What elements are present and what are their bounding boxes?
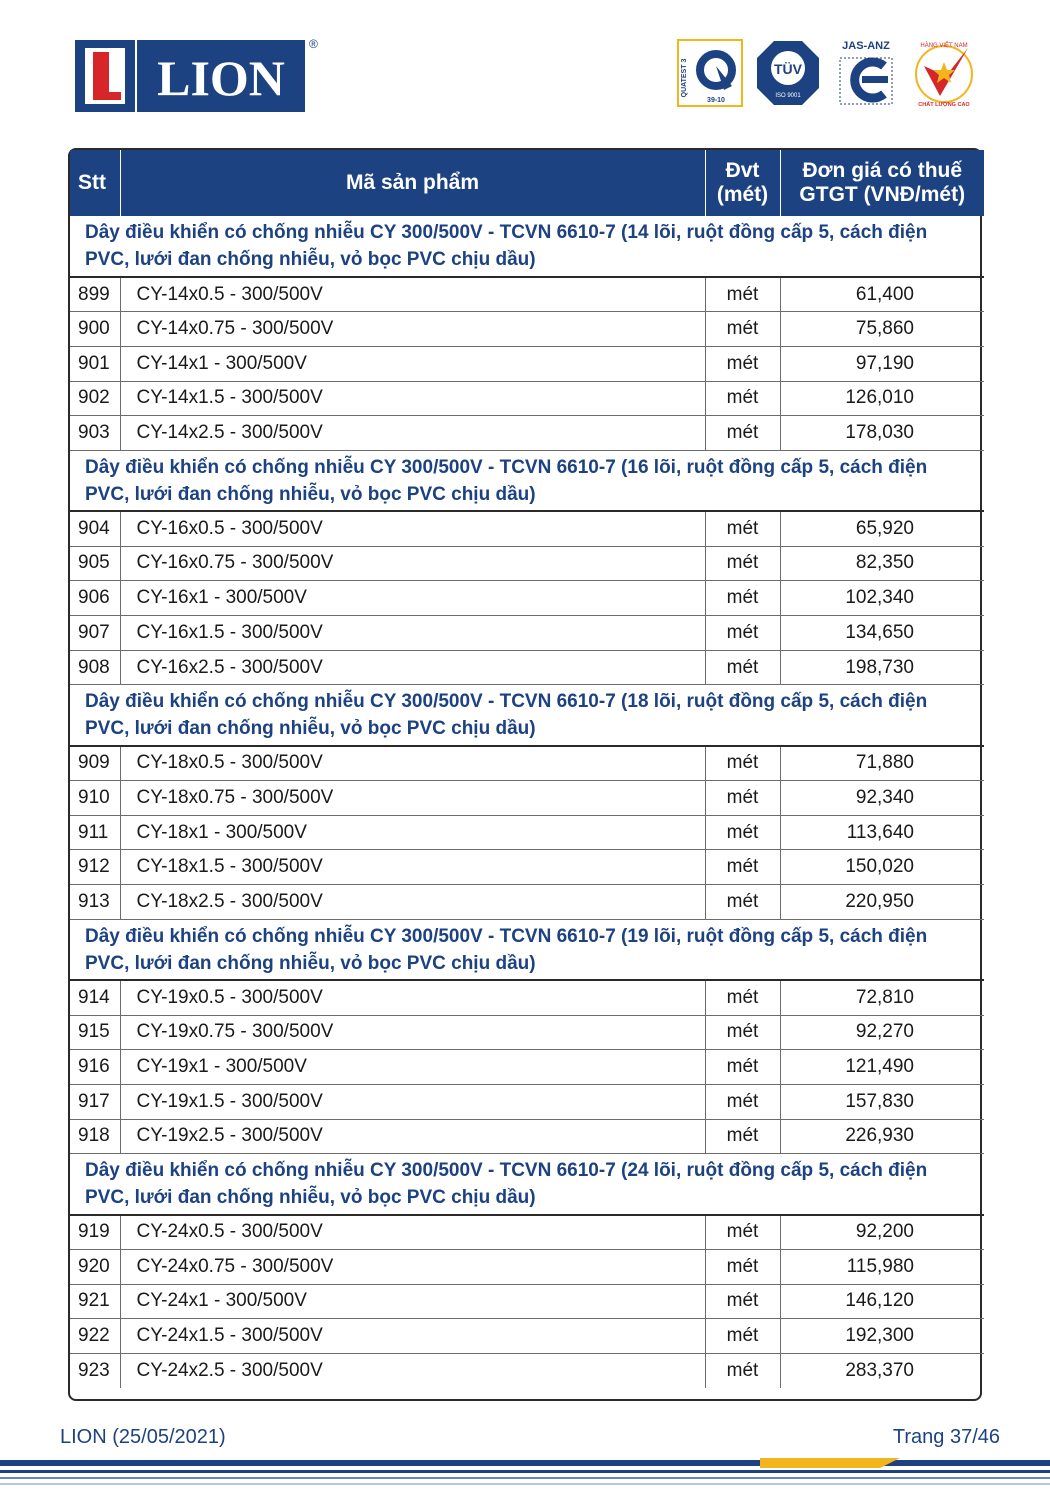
row-product-code: CY-16x1 - 300/500V — [120, 581, 705, 616]
group-title: Dây điều khiển có chống nhiễu CY 300/500V - TCVN 6610-7 (18 lõi, ruột đồng cấp 5, cách điện PVC, lưới đan chống nhiễu, vỏ bọc PVC chịu dầu) — [70, 685, 984, 746]
row-product-code: CY-24x1.5 - 300/500V — [120, 1319, 705, 1354]
row-price: 75,860 — [780, 312, 984, 347]
table-row — [70, 616, 984, 651]
row-price: 283,370 — [845, 1360, 914, 1382]
row-price: 82,350 — [780, 546, 984, 581]
row-stt: 902 — [70, 381, 120, 416]
table-row — [70, 277, 984, 312]
row-unit: mét — [705, 1215, 780, 1250]
group-header-row — [70, 685, 984, 746]
lion-logo — [75, 37, 318, 114]
row-stt: 906 — [70, 581, 120, 616]
row-unit: mét — [705, 546, 780, 581]
row-product-code: CY-14x0.5 - 300/500V — [120, 277, 705, 312]
row-price: 220,950 — [780, 885, 984, 920]
row-product-code: CY-18x1.5 - 300/500V — [120, 850, 705, 885]
svg-text:QUATEST 3: QUATEST 3 — [681, 58, 688, 98]
group-title: Dây điều khiển có chống nhiễu CY 300/500V - TCVN 6610-7 (24 lõi, ruột đồng cấp 5, cách điện PVC, lưới đan chống nhiễu, vỏ bọc PVC chịu dầu) — [70, 1154, 984, 1215]
row-stt: 913 — [70, 885, 120, 920]
row-stt: 908 — [70, 650, 120, 685]
row-price: 61,400 — [780, 277, 984, 312]
row-product-code: CY-16x0.75 - 300/500V — [120, 546, 705, 581]
row-unit: mét — [705, 511, 780, 546]
svg-text:39-10: 39-10 — [707, 97, 725, 104]
row-stt: 901 — [70, 346, 120, 381]
svg-text:JAS-ANZ: JAS-ANZ — [842, 40, 890, 52]
row-stt: 904 — [70, 511, 120, 546]
table-row — [70, 1215, 984, 1250]
row-price: 71,880 — [780, 746, 984, 781]
group-header-row — [70, 450, 984, 511]
table-row — [70, 511, 984, 546]
row-unit: mét — [705, 616, 780, 651]
row-product-code: CY-14x2.5 - 300/500V — [120, 416, 705, 451]
row-product-code: CY-18x0.75 - 300/500V — [120, 781, 705, 816]
svg-text:TÜV: TÜV — [774, 61, 802, 77]
table-row — [70, 1015, 984, 1050]
row-price: 72,810 — [780, 980, 984, 1015]
row-product-code: CY-19x0.75 - 300/500V — [120, 1015, 705, 1050]
row-stt: 920 — [70, 1249, 120, 1284]
header-unit: Đvt (mét) — [705, 150, 780, 216]
row-price: 126,010 — [780, 381, 984, 416]
price-table — [68, 148, 982, 1401]
row-price: 157,830 — [780, 1084, 984, 1119]
group-header-row — [70, 919, 984, 980]
table-row — [70, 650, 984, 685]
row-unit: mét — [705, 885, 780, 920]
row-stt: 919 — [70, 1215, 120, 1250]
row-stt: 922 — [70, 1319, 120, 1354]
row-unit: mét — [705, 781, 780, 816]
group-title: Dây điều khiển có chống nhiễu CY 300/500V - TCVN 6610-7 (16 lõi, ruột đồng cấp 5, cách điện PVC, lưới đan chống nhiễu, vỏ bọc PVC chịu dầu) — [70, 450, 984, 511]
table-row — [70, 381, 984, 416]
row-stt: 915 — [70, 1015, 120, 1050]
row-unit: mét — [705, 980, 780, 1015]
table-row — [70, 546, 984, 581]
group-title: Dây điều khiển có chống nhiễu CY 300/500V - TCVN 6610-7 (19 lõi, ruột đồng cấp 5, cách điện PVC, lưới đan chống nhiễu, vỏ bọc PVC chịu dầu) — [70, 919, 984, 980]
row-product-code: CY-24x0.5 - 300/500V — [120, 1215, 705, 1250]
row-stt: 912 — [70, 850, 120, 885]
row-stt: 917 — [70, 1084, 120, 1119]
row-stt: 899 — [70, 277, 120, 312]
certification-badges — [676, 38, 978, 108]
row-product-code: CY-16x1.5 - 300/500V — [120, 616, 705, 651]
row-product-code: CY-18x2.5 - 300/500V — [120, 885, 705, 920]
table-header-row — [70, 150, 984, 216]
table-row — [70, 1354, 984, 1389]
row-unit: mét — [705, 277, 780, 312]
row-price: 97,190 — [780, 346, 984, 381]
svg-text:HÀNG VIỆT NAM: HÀNG VIỆT NAM — [920, 43, 968, 49]
row-price: 226,930 — [780, 1119, 984, 1154]
row-product-code: CY-18x1 - 300/500V — [120, 815, 705, 850]
hang-viet-nam-icon — [910, 38, 978, 108]
row-unit: mét — [705, 1015, 780, 1050]
row-stt: 921 — [70, 1284, 120, 1319]
table-row — [70, 1119, 984, 1154]
row-product-code: CY-14x1 - 300/500V — [120, 346, 705, 381]
table-row — [70, 312, 984, 347]
svg-text:ISO 9001: ISO 9001 — [775, 93, 801, 99]
table-row — [70, 1319, 984, 1354]
table-row — [70, 980, 984, 1015]
row-unit: mét — [705, 581, 780, 616]
row-product-code: CY-24x0.75 - 300/500V — [120, 1249, 705, 1284]
header-stt: Stt — [70, 150, 120, 216]
row-price: 92,270 — [780, 1015, 984, 1050]
row-stt: 911 — [70, 815, 120, 850]
group-header-row — [70, 1154, 984, 1215]
row-unit: mét — [705, 1050, 780, 1085]
jas-anz-icon — [832, 38, 900, 108]
row-product-code: CY-18x0.5 - 300/500V — [120, 746, 705, 781]
row-unit: mét — [705, 1119, 780, 1154]
table-row — [70, 346, 984, 381]
row-unit: mét — [705, 381, 780, 416]
row-unit: mét — [705, 1284, 780, 1319]
logo-text: LION — [157, 50, 285, 106]
table-row — [70, 1050, 984, 1085]
table-row — [70, 781, 984, 816]
row-unit: mét — [705, 416, 780, 451]
table-row — [70, 1249, 984, 1284]
row-unit: mét — [705, 815, 780, 850]
row-unit: mét — [705, 1084, 780, 1119]
row-price: 115,980 — [780, 1249, 984, 1284]
header-price: Đơn giá có thuế GTGT (VNĐ/mét) — [799, 159, 966, 206]
row-price: 178,030 — [780, 416, 984, 451]
row-price: 121,490 — [780, 1050, 984, 1085]
row-price: 134,650 — [780, 616, 984, 651]
table-row — [70, 746, 984, 781]
row-price: 65,920 — [780, 511, 984, 546]
row-stt: 916 — [70, 1050, 120, 1085]
row-price: 192,300 — [780, 1319, 984, 1354]
registered-mark: ® — [309, 37, 318, 51]
row-unit: mét — [705, 850, 780, 885]
row-price: 198,730 — [780, 650, 984, 685]
row-stt: 910 — [70, 781, 120, 816]
row-unit: mét — [705, 312, 780, 347]
svg-text:CHẤT LƯỢNG CAO: CHẤT LƯỢNG CAO — [918, 102, 970, 108]
row-stt: 905 — [70, 546, 120, 581]
table-row — [70, 850, 984, 885]
row-stt: 909 — [70, 746, 120, 781]
row-stt: 900 — [70, 312, 120, 347]
row-stt: 903 — [70, 416, 120, 451]
row-product-code: CY-14x0.75 - 300/500V — [120, 312, 705, 347]
tuv-icon — [754, 38, 822, 108]
row-stt: 923 — [70, 1354, 120, 1389]
footer-stripes — [0, 1458, 1050, 1488]
row-unit: mét — [705, 1354, 780, 1389]
row-price: 113,640 — [780, 815, 984, 850]
row-product-code: CY-14x1.5 - 300/500V — [120, 381, 705, 416]
row-product-code: CY-19x2.5 - 300/500V — [120, 1119, 705, 1154]
row-price: 150,020 — [780, 850, 984, 885]
row-product-code: CY-19x1 - 300/500V — [120, 1050, 705, 1085]
row-unit: mét — [705, 650, 780, 685]
table-row — [70, 885, 984, 920]
row-product-code: CY-19x0.5 - 300/500V — [120, 980, 705, 1015]
group-header-row — [70, 216, 984, 277]
row-stt: 914 — [70, 980, 120, 1015]
row-stt: 918 — [70, 1119, 120, 1154]
row-price: 102,340 — [780, 581, 984, 616]
row-unit: mét — [705, 346, 780, 381]
table-row — [70, 581, 984, 616]
table-row — [70, 416, 984, 451]
table-row — [70, 1084, 984, 1119]
row-product-code: CY-16x2.5 - 300/500V — [120, 650, 705, 685]
row-unit: mét — [705, 1249, 780, 1284]
footer-date: LION (25/05/2021) — [60, 1426, 226, 1448]
table-body — [70, 216, 984, 1388]
row-stt: 907 — [70, 616, 120, 651]
row-product-code: CY-24x2.5 - 300/500V — [120, 1354, 705, 1389]
table-row — [70, 815, 984, 850]
quatest3-icon — [676, 38, 744, 108]
table-row — [70, 1284, 984, 1319]
row-product-code: CY-19x1.5 - 300/500V — [120, 1084, 705, 1119]
group-title: Dây điều khiển có chống nhiễu CY 300/500V - TCVN 6610-7 (14 lõi, ruột đồng cấp 5, cách điện PVC, lưới đan chống nhiễu, vỏ bọc PVC chịu dầu) — [70, 216, 984, 277]
page-number: Trang 37/46 — [892, 1426, 1000, 1448]
row-price: 92,340 — [780, 781, 984, 816]
header-product-code: Mã sản phẩm — [120, 150, 705, 216]
row-price: 92,200 — [780, 1215, 984, 1250]
row-unit: mét — [705, 746, 780, 781]
row-price: 146,120 — [780, 1284, 984, 1319]
row-product-code: CY-24x1 - 300/500V — [120, 1284, 705, 1319]
row-product-code: CY-16x0.5 - 300/500V — [120, 511, 705, 546]
row-unit: mét — [705, 1319, 780, 1354]
